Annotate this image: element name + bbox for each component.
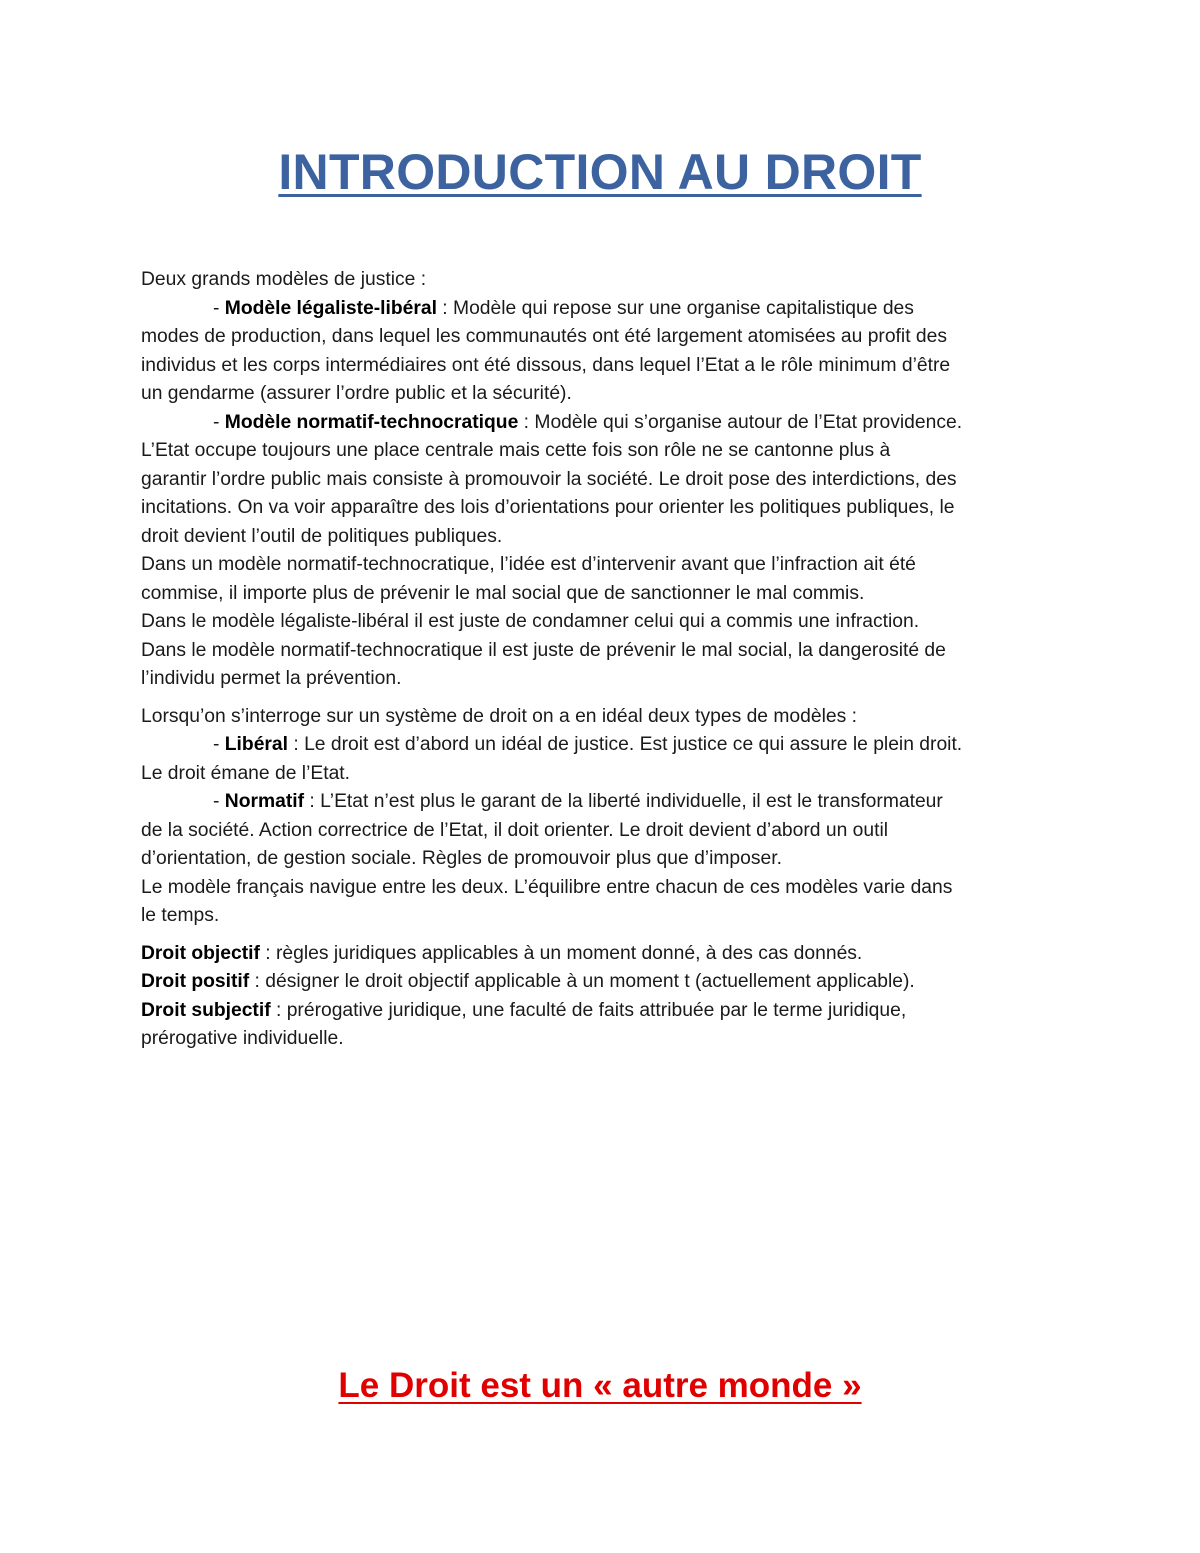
list-item-legaliste-liberal xyxy=(141,295,1066,324)
text-line: Dans le modèle légaliste-libéral il est juste de condamner celui qui a commis une infraction. xyxy=(141,611,920,632)
definition-text: : prérogative juridique, une faculté de faits attribuée par le terme juridique, xyxy=(270,999,907,1021)
term-droit-subjectif: Droit subjectif xyxy=(141,999,271,1021)
document-body xyxy=(141,266,1066,1054)
section1-intro: Deux grands modèles de justice : xyxy=(141,269,427,290)
section-heading-autre-monde: Le Droit est un « autre monde » xyxy=(338,1366,862,1405)
term-legaliste-liberal: Modèle légaliste-libéral xyxy=(224,297,437,319)
text-line: commise, il importe plus de prévenir le mal social que de sanctionner le mal commis. xyxy=(141,582,865,604)
text-line: Dans un modèle normatif-technocratique, l’idée est d’intervenir avant que l’infraction ait été xyxy=(141,554,916,575)
term-normatif-technocratique: Modèle normatif-technocratique xyxy=(224,411,519,433)
definition-text: : désigner le droit objectif applicable à un moment t (actuellement applicable). xyxy=(249,971,915,992)
text-line: modes de production, dans lequel les communautés ont été largement atomisées au profit des xyxy=(141,326,947,347)
text-line: L’Etat occupe toujours une place centrale mais cette fois son rôle ne se cantonne plus à xyxy=(141,440,891,461)
list-dash: - xyxy=(213,791,225,812)
list-item-normatif xyxy=(141,788,1066,817)
page-title: INTRODUCTION AU DROIT xyxy=(278,144,922,200)
definition-text: : règles juridiques applicables à un moment donné, à des cas donnés. xyxy=(259,942,863,964)
text-line: prérogative individuelle. xyxy=(141,1028,344,1049)
text-line: de la société. Action correctrice de l’Etat, il doit orienter. Le droit devient d’abord un outil xyxy=(141,819,889,841)
text-line: Dans le modèle normatif-technocratique il est juste de prévenir le mal social, la dangerosité de xyxy=(141,639,946,661)
list-dash: - xyxy=(213,734,225,755)
term-droit-positif: Droit positif xyxy=(141,971,250,992)
term-liberal: Libéral xyxy=(224,734,289,755)
text-line: incitations. On va voir apparaître des lois d’orientations pour orienter les politiques publiques, le xyxy=(141,497,955,518)
text-line: droit devient l’outil de politiques publiques. xyxy=(141,525,503,547)
text-line: Le modèle français navigue entre les deux. L’équilibre entre chacun de ces modèles varie dans xyxy=(141,876,953,898)
list-dash: - xyxy=(213,411,225,433)
paragraph-spacer xyxy=(141,931,1066,940)
text-line: le temps. xyxy=(141,905,220,926)
text-line: individus et les corps intermédiaires ont été dissous, dans lequel l’Etat a le rôle minimum d’être xyxy=(141,354,951,376)
text-line: l’individu permet la prévention. xyxy=(141,668,402,689)
list-dash: - xyxy=(213,297,225,319)
list-item-liberal xyxy=(141,731,1066,760)
definition-droit-positif xyxy=(141,968,1066,997)
text-line: : Modèle qui repose sur une organise capitalistique des xyxy=(436,297,914,319)
paragraph-spacer xyxy=(141,694,1066,703)
text-line: d’orientation, de gestion sociale. Règles de promouvoir plus que d’imposer. xyxy=(141,848,782,869)
section2-intro: Lorsqu’on s’interroge sur un système de droit on a en idéal deux types de modèles : xyxy=(141,705,857,727)
term-droit-objectif: Droit objectif xyxy=(141,942,260,964)
text-line: Le droit émane de l’Etat. xyxy=(141,762,351,784)
text-line: : Modèle qui s’organise autour de l’Etat providence. xyxy=(518,411,963,433)
text-line: : L’Etat n’est plus le garant de la liberté individuelle, il est le transformateur xyxy=(304,791,943,812)
text-line: : Le droit est d’abord un idéal de justice. Est justice ce qui assure le plein droit. xyxy=(288,734,963,755)
list-item-normatif-technocratique xyxy=(141,409,1066,438)
definition-droit-objectif xyxy=(141,940,1066,969)
text-line: un gendarme (assurer l’ordre public et la sécurité). xyxy=(141,383,572,404)
definition-droit-subjectif xyxy=(141,997,1066,1026)
term-normatif: Normatif xyxy=(224,791,305,812)
text-line: garantir l’ordre public mais consiste à promouvoir la société. Le droit pose des interdictions, des xyxy=(141,468,957,490)
